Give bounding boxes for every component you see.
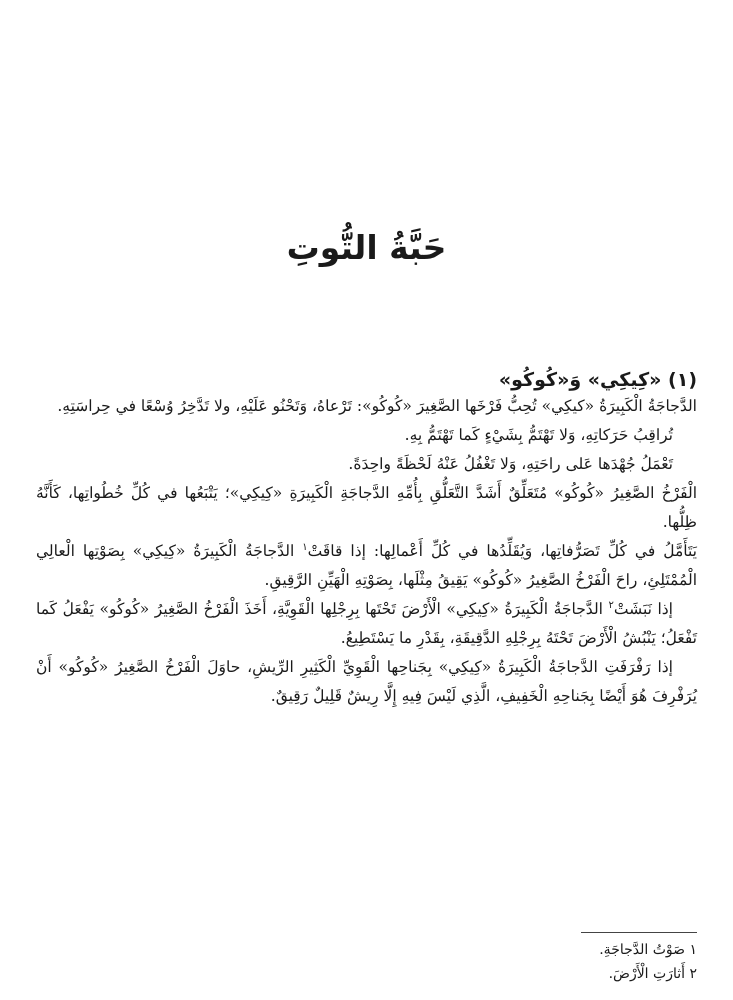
paragraph-text: إذا نَبَشَتْ [613,600,673,618]
paragraph-text: الدَّجاجَةُ الْكَبِيرَةُ «كِيكِي» بِصَوْتِها الْعالِي الْمُمْتَلِئِ، راحَ الْفَرْخُ الصَّغِيرُ «كُوكُو» يَقِيقُ مِثْلَها، بِصَوْتِهِ الْهَيِّنِ الرَّقِيقِ. [36,542,697,589]
paragraph-text: الدَّجاجَةُ الْكَبِيرَةُ «كيكِي» تُحِبُّ فَرْخَها الصَّغِيرَ «كُوكُو»: تَرْعاهُ، وَتَحْنُو عَلَيْهِ، ولا تَدَّخِرُ وُسْعًا في حِراسَتِهِ. [57,397,697,415]
page-title: حَبَّةُ التُّوتِ [286,228,447,268]
paragraph [36,421,697,450]
footnote-1: ١ صَوْتُ الدَّجاجَةِ. [599,942,697,958]
body-text [36,392,697,711]
paragraph-text: تُراقِبُ حَرَكاتِهِ، وَلا تَهْتَمُّ بِشَيْءٍ كَما تَهْتَمُّ بِهِ. [404,426,673,444]
paragraph-text: الدَّجاجَةُ الْكَبِيرَةُ «كِيكِي» الْأَرْضَ تَحْتَها بِرِجْلِها الْقَوِيَّةِ، أَخَذَ الْفَرْخُ الصَّغِيرُ «كُوكُو» يَفْعَلُ كَما تَفْعَلُ؛ يَنْبُشُ الْأَرْضَ تَحْتَهُ بِرِجْلِهِ الدَّقِيقَةِ، بِقَدْرِ ما يَسْتَطِيعُ. [36,600,697,647]
paragraph-text: يَتَأَمَّلُ في كُلِّ تَصَرُّفاتِها، وَيُقَلِّدُها في كُلِّ أَعْمالِها: إذا قاقَتْ [307,542,697,560]
footnote-2: ٢ أَثارَتِ الْأَرْضَ. [608,966,697,982]
section-heading: (١) «كِيكِي» وَ«كُوكُو» [498,368,697,391]
paragraph [36,392,697,421]
paragraph-text: تَعْمَلُ جُهْدَها عَلى راحَتِهِ، وَلا تَغْفُلُ عَنْهُ لَحْظَةً واحِدَةً. [348,455,673,473]
footnotes [36,938,697,986]
footnote-marker: ١ [302,541,308,553]
paragraph [36,450,697,479]
paragraph-text: إذا رَفْرَفَتِ الدَّجاجَةُ الْكَبِيرَةُ «كِيكِي» بِجَناحِها الْقَوِيِّ الْكَثِيرِ الرِّيشِ، حاوَلَ الْفَرْخُ الصَّغِيرُ «كُوكُو» أَنْ يُرَفْرِفَ هُوَ أَيْضًا بِجَناحِهِ الْخَفِيفِ، الَّذِي لَيْسَ فِيهِ إِلَّا رِيشٌ قَلِيلٌ رَقِيقٌ. [36,658,697,705]
paragraph [36,479,697,537]
paragraph [36,537,697,595]
footnote-marker: ٢ [608,599,614,611]
paragraph-text: الْفَرْخُ الصَّغِيرُ «كُوكُو» مُتَعَلِّقٌ أَشَدَّ التَّعَلُّقِ بِأُمِّهِ الدَّجاجَةِ الْكَبِيرَةِ «كِيكِي»؛ يَتْبَعُها في كُلِّ خُطُواتِها، كَأَنَّهُ ظِلُّها. [36,484,697,531]
paragraph [36,595,697,653]
footnote-divider [581,932,697,933]
paragraph [36,653,697,711]
